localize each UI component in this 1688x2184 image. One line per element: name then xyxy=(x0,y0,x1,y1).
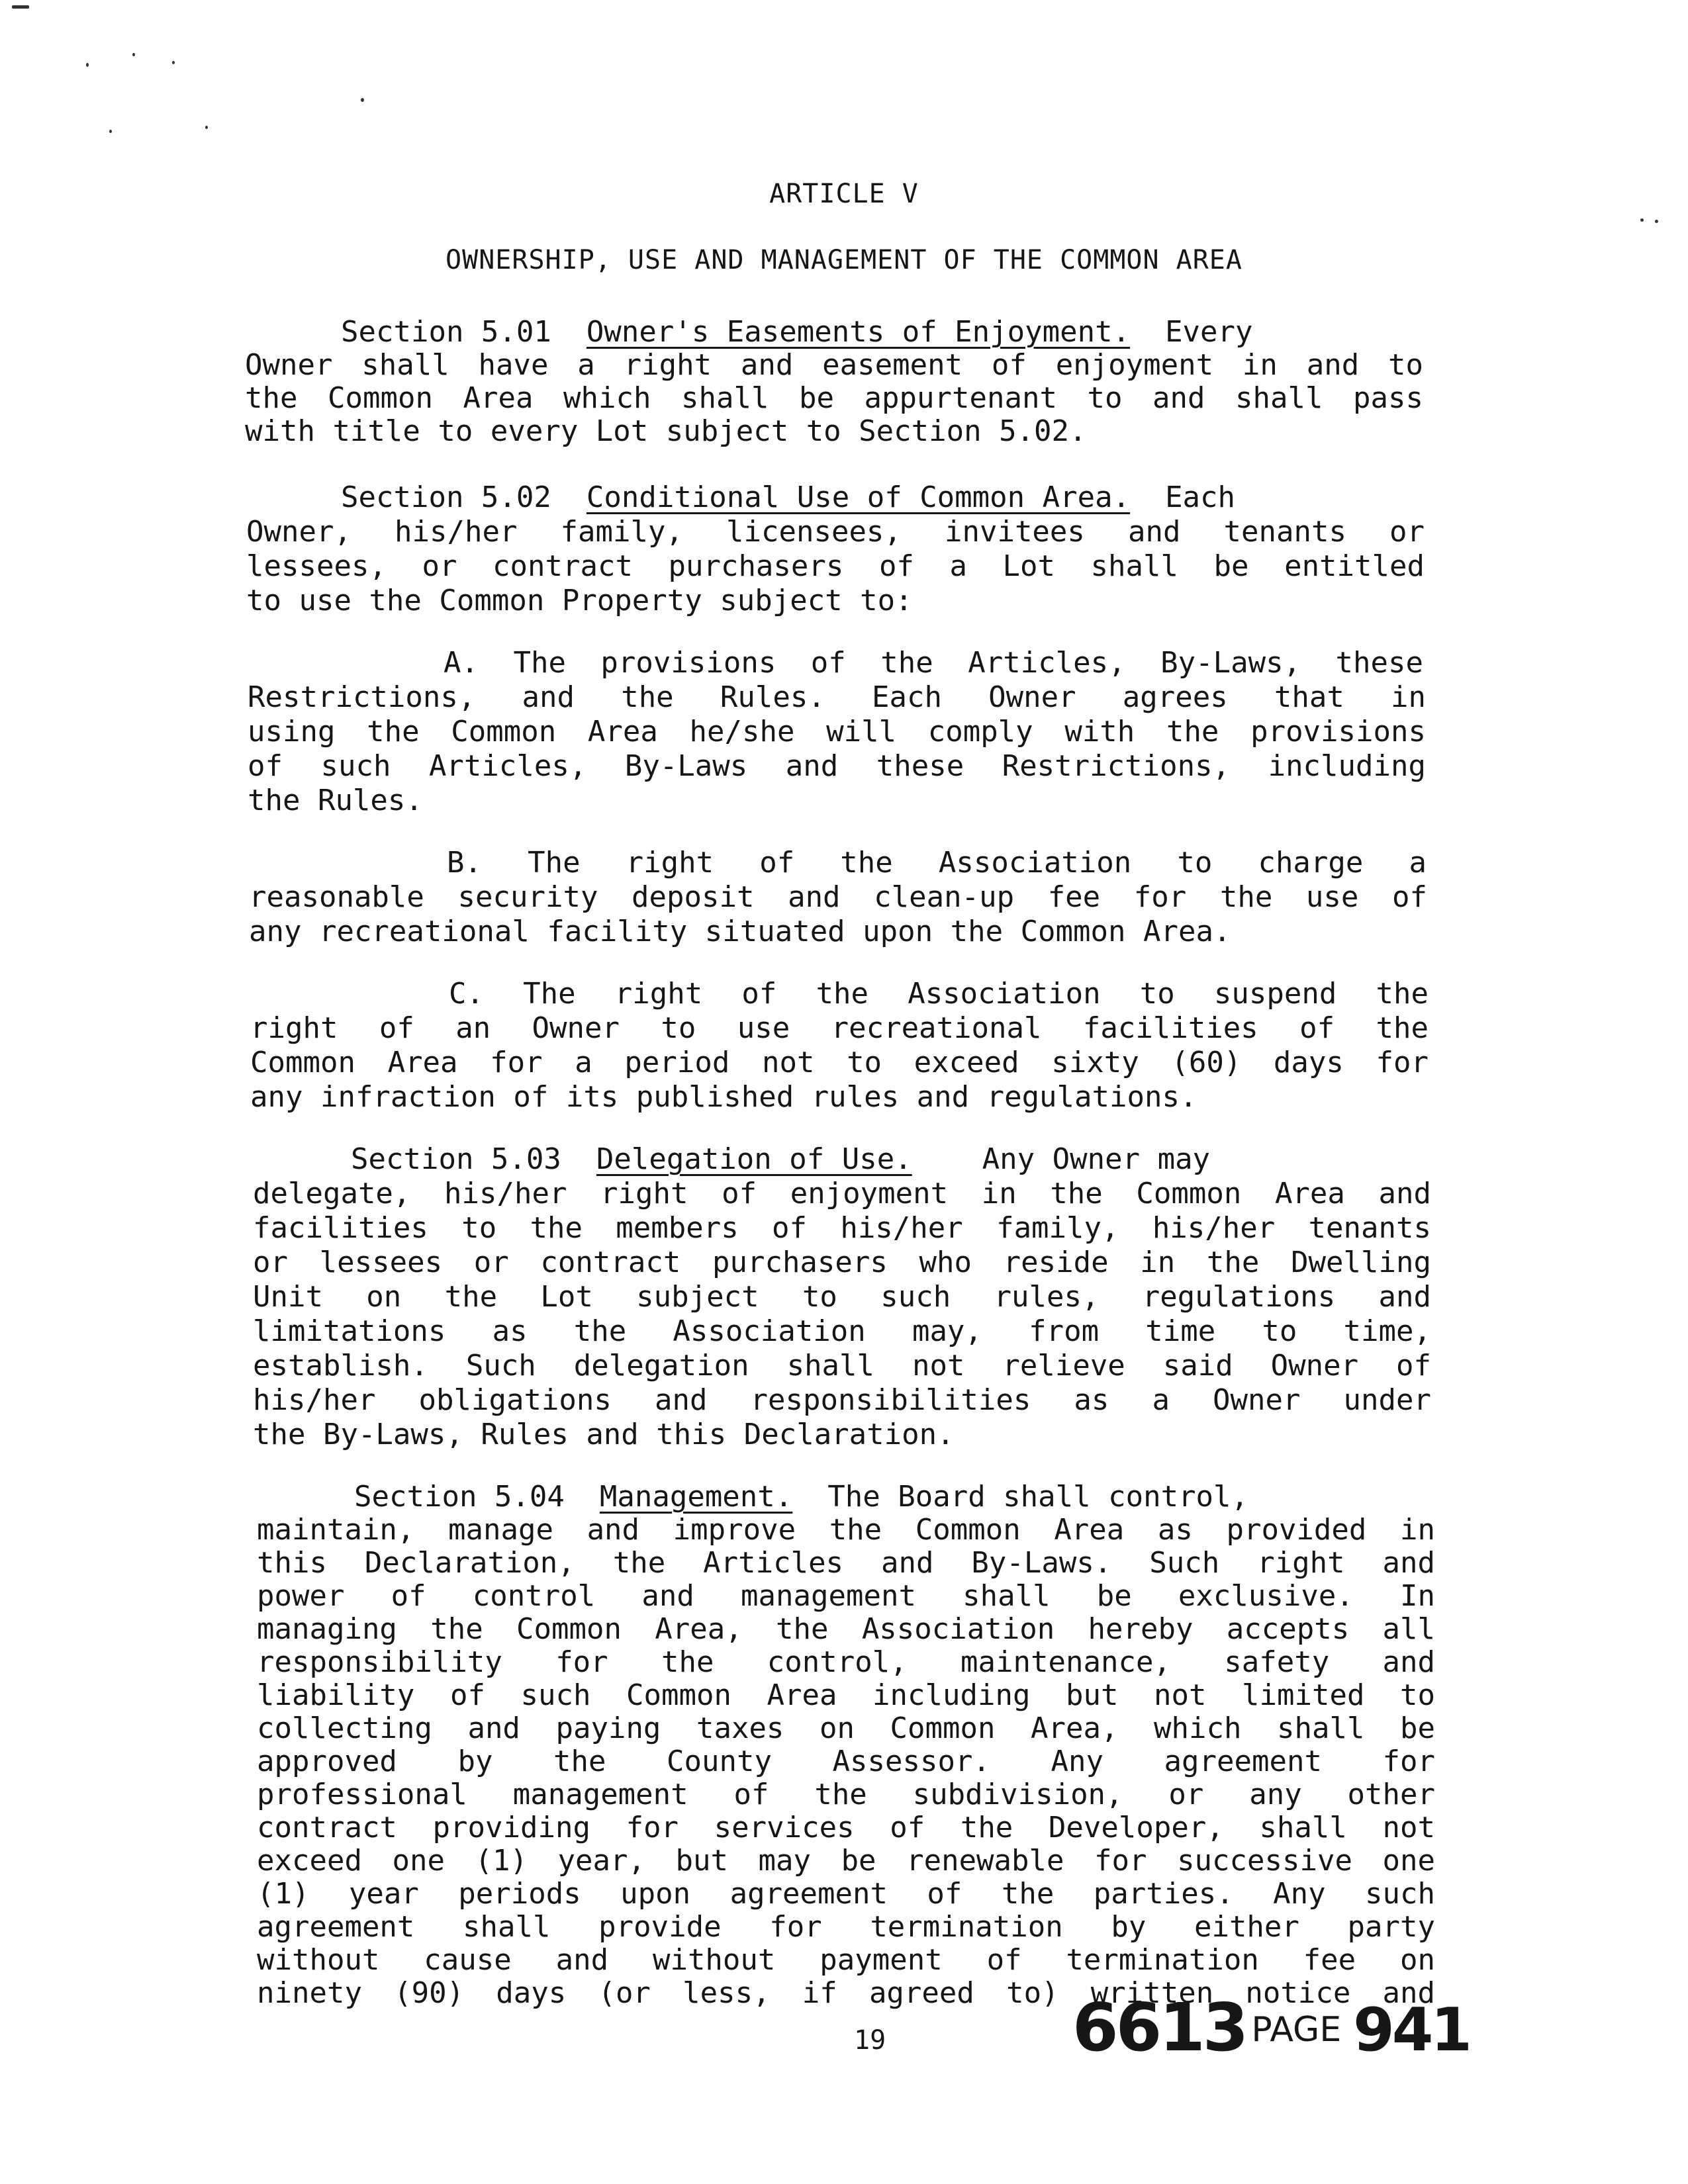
text-line: liability of such Common Area including but not limited to xyxy=(257,1678,1435,1712)
text-line: (1) year periods upon agreement of the parties. Any such xyxy=(257,1877,1435,1911)
text-line: or lessees or contract purchasers who reside in the Dwelling xyxy=(253,1246,1431,1279)
section-5-02-first-line xyxy=(341,480,1236,514)
section-text: Each xyxy=(1165,480,1236,514)
text-line: agreement shall provide for termination by either party xyxy=(257,1910,1435,1944)
text-line: contract providing for services of the Developer, shall not xyxy=(257,1811,1435,1844)
text-line: approved by the County Assessor. Any agreement for xyxy=(257,1745,1435,1778)
text-line: any infraction of its published rules and regulations. xyxy=(250,1080,1197,1114)
section-heading: Conditional Use of Common Area. xyxy=(586,480,1131,514)
section-heading: Management. xyxy=(599,1480,793,1514)
recording-stamp xyxy=(1072,1989,1470,2066)
text-line: responsibility for the control, maintenance, safety and xyxy=(257,1645,1435,1679)
text-line: delegate, his/her right of enjoyment in the Common Area and xyxy=(253,1177,1431,1210)
scan-artifact xyxy=(1640,218,1644,222)
text-line: maintain, manage and improve the Common Area as provided in xyxy=(257,1513,1435,1547)
scan-artifact xyxy=(132,53,135,56)
text-line: professional management of the subdivision, or any other xyxy=(257,1778,1435,1811)
text-line: Unit on the Lot subject to such rules, regulations and xyxy=(253,1280,1431,1314)
text-line: of such Articles, By-Laws and these Restrictions, including xyxy=(248,749,1426,783)
text-line: managing the Common Area, the Association hereby accepts all xyxy=(257,1612,1435,1646)
scan-artifact xyxy=(205,126,208,129)
section-text: Any Owner may xyxy=(982,1142,1211,1176)
scan-artifact xyxy=(172,61,175,64)
section-5-01-first-line xyxy=(341,315,1253,349)
text-line: with title to every Lot subject to Section 5.02. xyxy=(245,414,1087,448)
scan-artifact xyxy=(86,63,89,67)
subitem-a-first-line: A. The provisions of the Articles, By-Laws, these xyxy=(444,646,1423,680)
text-line: to use the Common Property subject to: xyxy=(246,584,913,617)
section-text: The Board shall control, xyxy=(827,1480,1249,1514)
text-line: establish. Such delegation shall not relieve said Owner of xyxy=(253,1349,1431,1383)
text-line: any recreational facility situated upon the Common Area. xyxy=(249,915,1231,948)
section-lead: Section 5.04 xyxy=(354,1480,565,1514)
text-line: without cause and without payment of termination fee on xyxy=(257,1943,1435,1977)
scan-artifact xyxy=(361,98,364,102)
text-line: right of an Owner to use recreational facilities of the xyxy=(250,1011,1429,1045)
text-line: reasonable security deposit and clean-up fee for the use of xyxy=(249,880,1427,914)
text-line: exceed one (1) year, but may be renewable for successive one xyxy=(257,1844,1435,1878)
article-heading: ARTICLE V xyxy=(769,179,919,209)
subitem-b-first-line: B. The right of the Association to charge a xyxy=(447,846,1427,880)
stamp-book-number: 6613 xyxy=(1072,1989,1246,2066)
text-line: collecting and paying taxes on Common Area, which shall be xyxy=(257,1711,1435,1745)
text-line: his/her obligations and responsibilities as a Owner under xyxy=(253,1383,1431,1417)
article-title: OWNERSHIP, USE AND MANAGEMENT OF THE COMMON AREA xyxy=(445,245,1243,275)
scan-artifact xyxy=(12,5,29,9)
section-lead: Section 5.03 xyxy=(351,1142,561,1176)
section-heading: Owner's Easements of Enjoyment. xyxy=(586,315,1131,349)
text-line: the Rules. xyxy=(248,784,423,817)
scan-artifact xyxy=(1655,220,1658,223)
section-5-03-first-line xyxy=(351,1142,1211,1176)
section-5-04-first-line xyxy=(354,1482,1248,1512)
text-line: Common Area for a period not to exceed sixty (60) days for xyxy=(250,1046,1429,1079)
text-line: ninety (90) days (or less, if agreed to) written notice and xyxy=(257,1976,1435,2010)
text-line: facilities to the members of his/her family, his/her tenants xyxy=(253,1211,1431,1245)
section-heading: Delegation of Use. xyxy=(596,1142,912,1176)
text-line: power of control and management shall be exclusive. In xyxy=(257,1579,1435,1613)
stamp-page-number: 941 xyxy=(1353,1995,1470,2065)
text-line: the Common Area which shall be appurtenant to and shall pass xyxy=(245,381,1423,415)
text-line: limitations as the Association may, from time to time, xyxy=(253,1314,1431,1348)
subitem-c-first-line: C. The right of the Association to suspend the xyxy=(449,977,1429,1011)
scan-artifact xyxy=(109,130,112,133)
text-line: Owner shall have a right and easement of enjoyment in and to xyxy=(245,348,1423,382)
stamp-page-label: PAGE xyxy=(1251,2010,1342,2050)
page-number: 19 xyxy=(854,2025,886,2056)
section-lead: Section 5.01 xyxy=(341,315,551,349)
text-line: Owner, his/her family, licensees, invitees and tenants or xyxy=(246,515,1425,549)
text-line: Restrictions, and the Rules. Each Owner agrees that in xyxy=(248,680,1426,714)
section-text: Every xyxy=(1165,315,1253,349)
text-line: the By-Laws, Rules and this Declaration. xyxy=(253,1418,955,1451)
text-line: lessees, or contract purchasers of a Lot shall be entitled xyxy=(246,549,1425,583)
text-line: using the Common Area he/she will comply with the provisions xyxy=(248,715,1426,749)
text-line: this Declaration, the Articles and By-Laws. Such right and xyxy=(257,1546,1435,1580)
section-lead: Section 5.02 xyxy=(341,480,551,514)
